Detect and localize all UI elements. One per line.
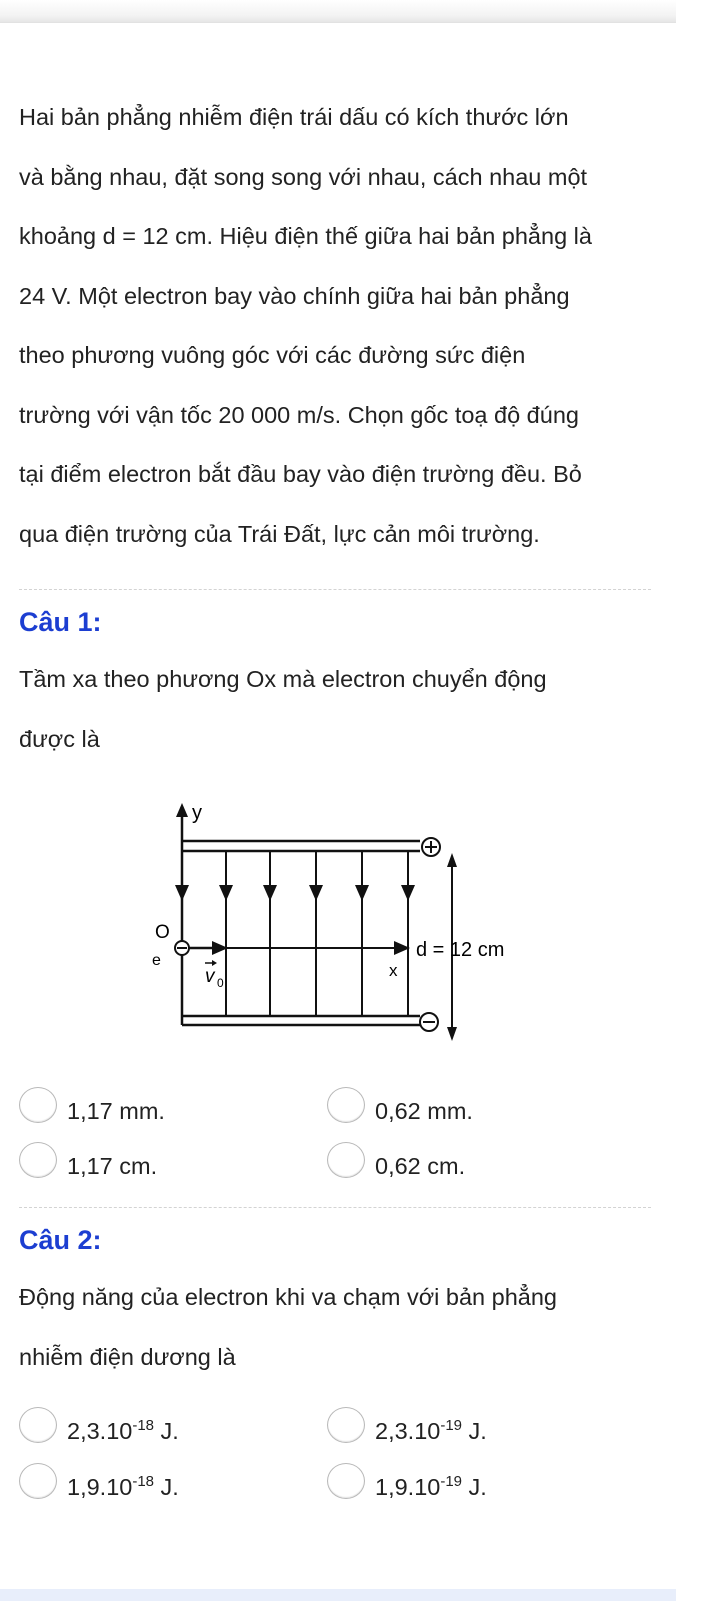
question-line: Động năng của electron khi va chạm với bản phẳng	[19, 1284, 557, 1310]
option-q1-d[interactable]	[327, 1153, 465, 1180]
option-label: $2,3.10^{-19}$ J.	[375, 1417, 487, 1444]
radio-button[interactable]	[327, 1407, 365, 1443]
separator	[19, 1207, 651, 1208]
intro-line: trường với vận tốc 20 000 m/s. Chọn gốc toạ độ đúng	[19, 401, 579, 428]
top-bar	[0, 0, 676, 23]
question-line: nhiễm điện dương là	[19, 1343, 236, 1370]
intro-line: tại điểm electron bắt đầu bay vào điện trường đều. Bỏ	[19, 461, 582, 487]
radio-button[interactable]	[327, 1463, 365, 1499]
radio-button[interactable]	[327, 1142, 365, 1178]
intro-line: Hai bản phẳng nhiễm điện trái dấu có kích thước lớn	[19, 104, 569, 130]
option-label: 0,62 mm.	[375, 1098, 473, 1124]
option-q2-c[interactable]	[19, 1474, 179, 1501]
radio-button[interactable]	[327, 1087, 365, 1123]
option-label: $1,9.10^{-19}$ J.	[375, 1473, 487, 1500]
electron-label: e	[152, 952, 161, 969]
intro-line: và bằng nhau, đặt song song với nhau, cách nhau một	[19, 163, 588, 190]
distance-label: d = 12 cm	[416, 939, 505, 961]
origin-label: O	[155, 922, 170, 943]
question-1-title: Câu 1:	[19, 607, 102, 637]
velocity-subscript: 0	[217, 976, 224, 990]
question-2-text	[19, 1268, 651, 1387]
question-2-title: Câu 2:	[19, 1225, 102, 1255]
option-label: $1,9.10^{-18}$ J.	[67, 1473, 179, 1500]
option-q1-a[interactable]	[19, 1098, 165, 1125]
option-label: $2,3.10^{-18}$ J.	[67, 1417, 179, 1444]
problem-statement	[19, 88, 651, 564]
velocity-label: v	[205, 966, 215, 987]
option-q2-a[interactable]	[19, 1418, 179, 1445]
intro-line: khoảng d = 12 cm. Hiệu điện thế giữa hai bản phẳng là	[19, 223, 592, 249]
separator	[19, 589, 651, 590]
option-label: 1,17 mm.	[67, 1098, 165, 1124]
x-axis-label: x	[389, 961, 398, 980]
radio-button[interactable]	[19, 1463, 57, 1499]
bottom-bar	[0, 1589, 676, 1601]
option-q1-b[interactable]	[327, 1098, 473, 1125]
field-lines	[182, 851, 408, 1016]
radio-button[interactable]	[19, 1407, 57, 1443]
y-axis-arrow-icon	[176, 803, 188, 817]
intro-line: theo phương vuông góc với các đường sức điện	[19, 342, 526, 368]
field-arrows	[175, 885, 415, 901]
intro-line: qua điện trường của Trái Đất, lực cản môi trường.	[19, 520, 540, 547]
question-line: được là	[19, 725, 100, 752]
option-label: 1,17 cm.	[67, 1153, 158, 1179]
option-q2-d[interactable]	[327, 1474, 487, 1501]
intro-line: 24 V. Một electron bay vào chính giữa hai bản phẳng	[19, 282, 570, 309]
radio-button[interactable]	[19, 1087, 57, 1123]
question-line: Tầm xa theo phương Ox mà electron chuyển động	[19, 666, 547, 692]
electric-field-diagram	[148, 795, 548, 1065]
option-label: 0,62 cm.	[375, 1153, 466, 1179]
y-axis-label: y	[192, 802, 202, 824]
question-1-text	[19, 650, 651, 769]
option-q2-b[interactable]	[327, 1418, 487, 1445]
option-q1-c[interactable]	[19, 1153, 157, 1180]
radio-button[interactable]	[19, 1142, 57, 1178]
